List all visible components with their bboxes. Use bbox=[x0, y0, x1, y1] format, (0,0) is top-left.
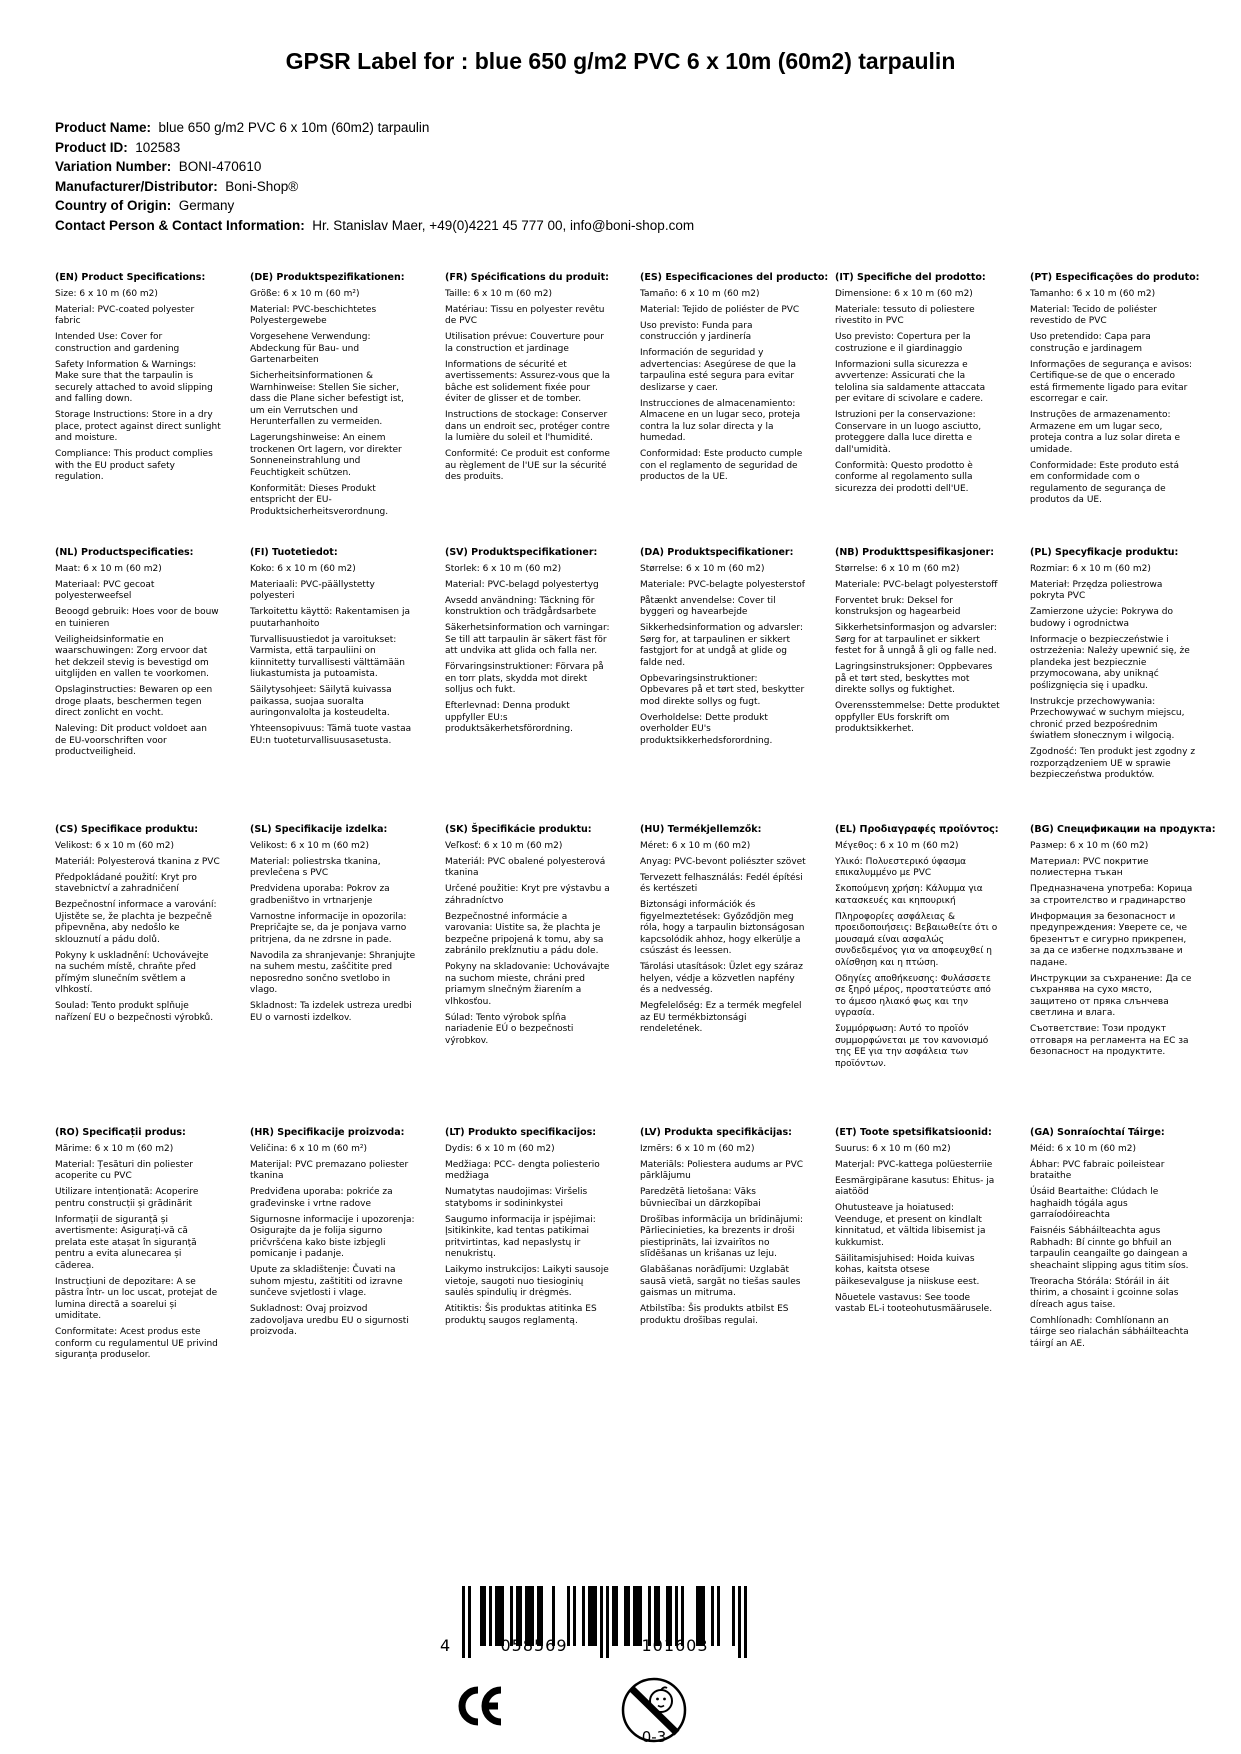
spec-item: Méret: 6 x 10 m (60 m2) bbox=[640, 840, 751, 851]
language-block-lt bbox=[445, 1127, 611, 1362]
spec-item: Atitiktis: Šis produktas atitinka ES produktų saugos reglamentą. bbox=[445, 1304, 597, 1326]
spec-item: Megfelelőség: Ez a termék megfelel az EU termékbiztonsági rendeletének. bbox=[640, 1001, 802, 1034]
spec-item: Veľkosť: 6 x 10 m (60 m2) bbox=[445, 840, 563, 851]
spec-item: Tamaño: 6 x 10 m (60 m2) bbox=[640, 288, 760, 299]
language-block-it bbox=[835, 272, 1001, 547]
age-warning-0-3-icon bbox=[618, 1676, 690, 1754]
spec-item: Material: Țesături din poliester acoperite cu PVC bbox=[55, 1159, 193, 1181]
product-info-label: Variation Number: bbox=[55, 159, 172, 174]
spec-item: Uso previsto: Funda para construcción y jardinería bbox=[640, 320, 753, 342]
language-block-header: (BG) Спецификации на продукта: bbox=[1030, 824, 1216, 835]
ce-mark-icon bbox=[452, 1686, 502, 1730]
barcode-digits-group1: 058569 bbox=[500, 1636, 568, 1655]
language-block-ro bbox=[55, 1127, 221, 1362]
language-block-header: (HR) Specifikacije proizvoda: bbox=[250, 1127, 405, 1138]
barcode bbox=[440, 1586, 747, 1660]
spec-item: Instructions de stockage: Conserver dans un endroit sec, protéger contre la lumière du soleil et l'humidité. bbox=[445, 410, 610, 443]
spec-item: Informações de segurança e avisos: Certifique-se de que o encerado está firmemente ligado para evitar escorregar e cair. bbox=[1030, 359, 1193, 404]
language-block-header: (LV) Produkta specifikācijas: bbox=[640, 1127, 792, 1138]
spec-item: Size: 6 x 10 m (60 m2) bbox=[55, 288, 158, 299]
spec-item: Navodila za shranjevanje: Shranjujte na suhem mestu, zaščitite pred neposredno sončno svetlobo in vlago. bbox=[250, 950, 416, 995]
spec-item: Sikkerhetsinformasjon og advarsler: Sørg for at tarpaulinet er sikkert festet for å unngå å gli og falle ned. bbox=[835, 623, 997, 656]
language-block-ga bbox=[1030, 1127, 1196, 1362]
spec-item: Materiāls: Poliestera audums ar PVC pārklājumu bbox=[640, 1159, 804, 1181]
spec-item: Numatytas naudojimas: Viršelis statyboms ir sodininkystei bbox=[445, 1187, 588, 1209]
spec-item: Πληροφορίες ασφάλειας & προειδοποιήσεις: Βεβαιωθείτε ότι ο μουσαμά είναι ασφαλώς συνδεδεμένος για να αποφευχθεί η ολίσθηση και η πτώση. bbox=[835, 911, 998, 968]
spec-item: Treoracha Stórála: Stóráil in áit thirim, a chosaint i gcoinne solas díreach agus taise. bbox=[1030, 1276, 1179, 1310]
language-block-header: (HU) Termékjellemzők: bbox=[640, 824, 762, 835]
product-info-line bbox=[55, 196, 694, 216]
spec-item: Предназначена употреба: Корица за строителство и градинарство bbox=[1030, 884, 1193, 906]
product-info-label: Product Name: bbox=[55, 120, 152, 135]
product-info-line bbox=[55, 216, 694, 236]
spec-item: Uso previsto: Copertura per la costruzione e il giardinaggio bbox=[835, 332, 971, 354]
product-info-label: Contact Person & Contact Information: bbox=[55, 217, 305, 233]
spec-item: Predviđena uporaba: pokriće za građevinske i vrtne radove bbox=[250, 1187, 393, 1209]
language-block-header: (FR) Spécifications du produit: bbox=[445, 272, 609, 283]
spec-item: Materjal: PVC-kattega polüesterriie bbox=[835, 1159, 993, 1170]
language-block-header: (NL) Productspecificaties: bbox=[55, 547, 194, 558]
language-block-pl bbox=[1030, 547, 1196, 824]
spec-item: Méid: 6 x 10 m (60 m2) bbox=[1030, 1143, 1136, 1154]
spec-item: Informații de siguranță și avertismente: Asigurați-vă că prelata este atașat în siguranță pentru a evita alunecarea și căderea. bbox=[55, 1214, 197, 1271]
spec-item: Predvidena uporaba: Pokrov za gradbeništvo in vrtnarjenje bbox=[250, 884, 390, 906]
language-block-header: (ET) Toote spetsifikatsioonid: bbox=[835, 1127, 992, 1138]
language-block-header: (EL) Προδιαγραφές προϊόντος: bbox=[835, 824, 999, 835]
age-warning-label: 0-3 bbox=[641, 1728, 667, 1746]
spec-item: Pokyny k uskladnění: Uchovávejte na suchém místě, chraňte před přímým slunečním světlem a vlhkostí. bbox=[55, 950, 209, 995]
spec-item: Materiál: PVC obalené polyesterová tkanina bbox=[445, 856, 606, 878]
product-info-label: Country of Origin: bbox=[55, 198, 172, 213]
spec-item: Rozmiar: 6 x 10 m (60 m2) bbox=[1030, 563, 1151, 574]
spec-item: Veiligheidsinformatie en waarschuwingen: Zorg ervoor dat het dekzeil stevig is bevestigd om uitglijden en vallen te voorkomen. bbox=[55, 634, 210, 679]
product-info-value: Boni-Shop® bbox=[217, 178, 299, 194]
spec-item: Instrukcje przechowywania: Przechowywać w suchym miejscu, chronić przed bezpośrednim światłem słonecznym i wilgocią. bbox=[1030, 696, 1185, 741]
spec-item: Medžiaga: PCC- dengta poliesterio medžiaga bbox=[445, 1159, 600, 1181]
spec-item: Súlad: Tento výrobok spĺňa nariadenie EÚ o bezpečnosti výrobkov. bbox=[445, 1012, 574, 1046]
spec-item: Bezpečnostné informácie a varovania: Uistite sa, že plachta je bezpečne pripojená k tomu, aby sa zabránilo prekĺznutiu a pádu dole. bbox=[445, 911, 604, 956]
language-block-header: (PT) Especificações do produto: bbox=[1030, 272, 1200, 283]
spec-item: Информация за безопасност и предупреждения: Уверете се, че брезентът е сигурно прикрепен, за да се избегне подхлъзване и падане. bbox=[1030, 911, 1188, 968]
spec-item: Vorgesehene Verwendung: Abdeckung für Bau- und Gartenarbeiten bbox=[250, 332, 371, 365]
spec-item: Tarkoitettu käyttö: Rakentamisen ja puutarhanhoito bbox=[250, 607, 410, 629]
product-info-value: blue 650 g/m2 PVC 6 x 10m (60m2) tarpaulin bbox=[151, 120, 430, 135]
spec-item: Taille: 6 x 10 m (60 m2) bbox=[445, 288, 552, 299]
spec-item: Materiale: tessuto di poliestere rivestito in PVC bbox=[835, 304, 975, 326]
spec-item: Ohutusteave ja hoiatused: Veenduge, et present on kindlalt kinnitatud, et vältida libisemist ja kukkumist. bbox=[835, 1203, 986, 1248]
language-block-header: (EN) Product Specifications: bbox=[55, 272, 206, 283]
spec-item: Nõuetele vastavus: See toode vastab EL-i tooteohutusmäärusele. bbox=[835, 1292, 993, 1314]
barcode-digit-left: 4 bbox=[440, 1636, 452, 1655]
language-block-nb bbox=[835, 547, 1001, 824]
product-info-value: 102583 bbox=[127, 139, 181, 155]
spec-item: Velikost: 6 x 10 m (60 m2) bbox=[250, 840, 370, 851]
spec-item: Naleving: Dit product voldoet aan de EU-voorschriften voor productveiligheid. bbox=[55, 724, 207, 757]
product-info-line bbox=[55, 138, 694, 158]
spec-item: Materijal: PVC premazano poliester tkanina bbox=[250, 1159, 409, 1181]
spec-item: Säilytysohjeet: Säilytä kuivassa paikassa, suojaa suoralta auringonvalolta ja kosteudelta. bbox=[250, 685, 392, 718]
spec-item: Storlek: 6 x 10 m (60 m2) bbox=[445, 563, 562, 574]
product-info-line bbox=[55, 177, 694, 197]
spec-item: Forventet bruk: Deksel for konstruksjon og hagearbeid bbox=[835, 595, 961, 617]
spec-item: Material: PVC-beschichtetes Polyestergewebe bbox=[250, 304, 377, 326]
spec-item: Υλικό: Πολυεστερικό ύφασμα επικαλυμμένο με PVC bbox=[835, 856, 967, 878]
product-info bbox=[55, 118, 694, 235]
spec-item: Инструкции за съхранение: Да се съхранява на сухо място, защитено от пряка слънчева светлина и влага. bbox=[1030, 973, 1192, 1018]
spec-item: Opbevaringsinstruktioner: Opbevares på et tørt sted, beskytter mod direkte sollys og fugt. bbox=[640, 673, 805, 707]
spec-item: Material: Tejido de poliéster de PVC bbox=[640, 304, 800, 315]
spec-item: Tamanho: 6 x 10 m (60 m2) bbox=[1030, 288, 1156, 299]
spec-item: Påtænkt anvendelse: Cover til byggeri og havearbejde bbox=[640, 595, 776, 617]
spec-item: Materiał: Przędza poliestrowa pokryta PVC bbox=[1030, 579, 1163, 601]
spec-item: Upute za skladištenje: Čuvati na suhom mjestu, zaštititi od izravne sunčeve svjetlosti i vlage. bbox=[250, 1265, 403, 1298]
spec-item: Dydis: 6 x 10 m (60 m2) bbox=[445, 1143, 555, 1154]
language-block-header: (LT) Produkto specifikacijos: bbox=[445, 1127, 597, 1138]
language-block-nl bbox=[55, 547, 221, 824]
spec-item: Instrucciones de almacenamiento: Almacene en un lugar seco, proteja contra la luz solar directa y la humedad. bbox=[640, 398, 801, 443]
spec-item: Matériau: Tissu en polyester revêtu de PVC bbox=[445, 304, 605, 326]
product-info-value: BONI-470610 bbox=[171, 159, 262, 174]
language-block-fi bbox=[250, 547, 416, 824]
spec-item: Størrelse: 6 x 10 m (60 m2) bbox=[640, 563, 765, 574]
page-title: GPSR Label for : blue 650 g/m2 PVC 6 x 10m (60m2) tarpaulin bbox=[285, 48, 956, 74]
spec-item: Säkerhetsinformation och varningar: Se till att tarpaulin är säkert fäst för att undvika att glida och falla ner. bbox=[445, 623, 610, 656]
spec-item: Uso pretendido: Capa para construção e jardinagem bbox=[1030, 332, 1151, 354]
spec-item: Instrucțiuni de depozitare: A se păstra într- un loc uscat, protejat de lumina directă a soarelui și umiditate. bbox=[55, 1276, 218, 1321]
product-info-value: Germany bbox=[171, 198, 235, 213]
spec-item: Οδηγίες αποθήκευσης: Φυλάσσετε σε ξηρό μέρος, προστατεύστε από το άμεσο ηλιακό φως και την υγρασία. bbox=[835, 973, 991, 1018]
spec-item: Safety Information & Warnings: Make sure that the tarpaulin is securely attached to avoid slipping and falling down. bbox=[55, 359, 213, 404]
spec-item: Paredzētā lietošana: Vāks būvniecībai un dārzkopībai bbox=[640, 1187, 761, 1209]
spec-item: Compliance: This product complies with the EU product safety regulation. bbox=[55, 449, 213, 482]
language-block-header: (DA) Produktspecifikationer: bbox=[640, 547, 794, 558]
language-block-header: (CS) Specifikace produktu: bbox=[55, 824, 199, 835]
spec-item: Glabāšanas norādījumi: Uzglabāt sausā vietā, sargāt no tiešas saules gaismas un mitruma. bbox=[640, 1265, 801, 1298]
spec-item: Material: Tecido de poliéster revestido de PVC bbox=[1030, 304, 1157, 326]
spec-item: Conformité: Ce produit est conforme au règlement de l'UE sur la sécurité des produits. bbox=[445, 449, 610, 482]
spec-item: Předpokládané použití: Kryt pro stavebnictví a zahradničení bbox=[55, 872, 197, 894]
spec-item: Σκοπούμενη χρήση: Κάλυμμα για κατασκευές και κηπουρική bbox=[835, 884, 983, 906]
spec-item: Maat: 6 x 10 m (60 m2) bbox=[55, 563, 162, 574]
spec-item: Materiál: Polyesterová tkanina z PVC bbox=[55, 856, 220, 867]
spec-item: Určené použitie: Kryt pre výstavbu a záhradníctvo bbox=[445, 884, 610, 906]
language-block-bg bbox=[1030, 824, 1216, 1127]
language-block-header: (ES) Especificaciones del producto: bbox=[640, 272, 829, 283]
language-block-header: (SL) Specifikacije izdelka: bbox=[250, 824, 388, 835]
spec-item: Konformität: Dieses Produkt entspricht der EU-Produktsicherheitsverordnung. bbox=[250, 483, 389, 517]
spec-item: Mărime: 6 x 10 m (60 m2) bbox=[55, 1143, 174, 1154]
language-block-en bbox=[55, 272, 221, 547]
spec-item: Istruzioni per la conservazione: Conservare in un luogo asciutto, proteggere dalla luce diretta e dall'umidità. bbox=[835, 410, 982, 455]
spec-item: Utilisation prévue: Couverture pour la construction et jardinage bbox=[445, 332, 604, 354]
spec-item: Informations de sécurité et avertissements: Assurez-vous que la bâche est solidement fixée pour éviter de glisser et de tomber. bbox=[445, 359, 611, 404]
spec-item: Размер: 6 x 10 m (60 m2) bbox=[1030, 840, 1149, 851]
spec-item: Efterlevnad: Denna produkt uppfyller EU:s produktsäkerhetsförordning. bbox=[445, 701, 573, 734]
language-block-header: (IT) Specifiche del prodotto: bbox=[835, 272, 986, 283]
barcode-module bbox=[744, 1586, 747, 1658]
spec-item: Opslaginstructies: Bewaren op een droge plaats, beschermen tegen direct zonlicht en vocht. bbox=[55, 685, 213, 718]
product-info-label: Manufacturer/Distributor: bbox=[55, 178, 218, 194]
language-block-sl bbox=[250, 824, 416, 1127]
spec-item: Información de seguridad y advertencias: Asegúrese de que la tarpaulina esté segura para evitar deslizarse y caer. bbox=[640, 348, 796, 393]
spec-item: Størrelse: 6 x 10 m (60 m2) bbox=[835, 563, 960, 574]
language-block-header: (NB) Produkttspesifikasjoner: bbox=[835, 547, 995, 558]
product-info-label: Product ID: bbox=[55, 139, 128, 155]
product-info-value: Hr. Stanislav Maer, +49(0)4221 45 777 00, info@boni-shop.com bbox=[304, 217, 695, 233]
spec-item: Bezpečnostní informace a varování: Ujistěte se, že plachta je bezpečně připevněna, aby nedošlo ke sklouznutí a pádu dolů. bbox=[55, 900, 217, 945]
language-block-es bbox=[640, 272, 829, 547]
spec-item: Lagringsinstruksjoner: Oppbevares på et tørt sted, beskyttes mot direkte sollys og fuktighet. bbox=[835, 662, 993, 695]
spec-item: Atbilstība: Šis produkts atbilst ES produktu drošības regulai. bbox=[640, 1304, 789, 1326]
language-block-header: (SK) Špecifikácie produktu: bbox=[445, 824, 592, 835]
spec-item: Conformità: Questo prodotto è conforme al regolamento sulla sicurezza dei prodotti dell'UE. bbox=[835, 460, 973, 494]
spec-item: Lagerungshinweise: An einem trockenen Ort lagern, vor direkter Sonneneinstrahlung und Feuchtigkeit schützen. bbox=[250, 433, 402, 478]
spec-item: Overensstemmelse: Dette produktet oppfyller EUs forskrift om produktsikkerhet. bbox=[835, 701, 1000, 734]
language-block-header: (DE) Produktspezifikationen: bbox=[250, 272, 405, 283]
language-block-header: (FI) Tuotetiedot: bbox=[250, 547, 338, 558]
spec-item: Μέγεθος: 6 x 10 m (60 m2) bbox=[835, 840, 959, 851]
spec-item: Conformitate: Acest produs este conform cu regulamentul UE privind siguranța produselor. bbox=[55, 1327, 218, 1360]
spec-item: Conformidad: Este producto cumple con el reglamento de seguridad de productos de la UE. bbox=[640, 449, 803, 482]
spec-item: Συμμόρφωση: Αυτό το προϊόν συμμορφώνεται με τον κανονισμό της ΕΕ για την ασφάλεια των προϊόντων. bbox=[835, 1024, 989, 1069]
language-block-de bbox=[250, 272, 416, 547]
spec-item: Velikost: 6 x 10 m (60 m2) bbox=[55, 840, 175, 851]
spec-item: Materiale: PVC-belagt polyesterstoff bbox=[835, 579, 998, 590]
product-info-line bbox=[55, 118, 694, 138]
spec-item: Laikymo instrukcijos: Laikyti sausoje vietoje, saugoti nuo tiesioginių saulės spindulių ir drėgmės. bbox=[445, 1265, 609, 1298]
spec-item: Zgodność: Ten produkt jest zgodny z rozporządzeniem UE w sprawie bezpieczeństwa produktów. bbox=[1030, 747, 1196, 780]
spec-item: Koko: 6 x 10 m (60 m2) bbox=[250, 563, 356, 574]
spec-item: Säilitamisjuhised: Hoida kuivas kohas, kaitsta otsese päikesevalguse ja niiskuse eest. bbox=[835, 1253, 980, 1287]
language-block-hu bbox=[640, 824, 806, 1127]
language-block-fr bbox=[445, 272, 611, 547]
spec-item: Saugumo informacija ir įspėjimai: Įsitikinkite, kad tentas patikimai pritvirtintas, kad nepaslystų ir nenukristų. bbox=[445, 1214, 596, 1259]
spec-item: Съответствие: Този продукт отговаря на регламента на ЕС за безопасност на продуктите. bbox=[1030, 1024, 1189, 1057]
language-block-pt bbox=[1030, 272, 1200, 547]
language-block-hr bbox=[250, 1127, 416, 1362]
spec-item: Overholdelse: Dette produkt overholder EU's produktsikkerhedsforordning. bbox=[640, 712, 773, 746]
product-info-line bbox=[55, 157, 694, 177]
spec-item: Comhlíonadh: Comhlíonann an táirge seo rialachán sábháilteachta táirgí an AE. bbox=[1030, 1315, 1189, 1349]
spec-item: Utilizare intenționată: Acoperire pentru construcții și grădinărit bbox=[55, 1187, 199, 1209]
spec-item: Storage Instructions: Store in a dry place, protect against direct sunlight and moisture. bbox=[55, 410, 221, 443]
spec-item: Eesmärgipärane kasutus: Ehitus- ja aiatööd bbox=[835, 1175, 995, 1197]
spec-item: Faisnéis Sábháilteachta agus Rabhadh: Bí cinnte go bhfuil an tarpaulin ceangailte go daingean a sheachaint slipping agus titim síos. bbox=[1030, 1226, 1189, 1271]
spec-item: Instruções de armazenamento: Armazene em um lugar seco, proteja contra a luz solar direta e umidade. bbox=[1030, 410, 1181, 455]
spec-item: Úsáid Beartaithe: Clúdach le haghaidh tógála agus garraíodóireachta bbox=[1030, 1187, 1159, 1220]
spec-item: Sigurnosne informacije i upozorenja: Osigurajte da je folija sigurno pričvršćena kako biste izbjegli pomicanje i padanje. bbox=[250, 1214, 415, 1259]
spec-item: Materiaali: PVC-päällystetty polyesteri bbox=[250, 579, 375, 601]
spec-item: Material: PVC-coated polyester fabric bbox=[55, 304, 195, 326]
spec-item: Material: poliestrska tkanina, prevlečena s PVC bbox=[250, 856, 381, 878]
spec-item: Izmērs: 6 x 10 m (60 m2) bbox=[640, 1143, 755, 1154]
spec-item: Sikkerhedsinformation og advarsler: Sørg for, at tarpaulinen er sikkert fastgjort for at undgå at glide og falde ned. bbox=[640, 623, 803, 668]
spec-item: Skladnost: Ta izdelek ustreza uredbi EU o varnosti izdelkov. bbox=[250, 1001, 412, 1023]
spec-item: Zamierzone użycie: Pokrywa do budowy i ogrodnictwa bbox=[1030, 607, 1173, 629]
spec-item: Dimensione: 6 x 10 m (60 m2) bbox=[835, 288, 973, 299]
language-block-header: (GA) Sonraíochtaí Táirge: bbox=[1030, 1127, 1165, 1138]
language-block-lv bbox=[640, 1127, 806, 1362]
spec-item: Avsedd användning: Täckning för konstruktion och trädgårdsarbete bbox=[445, 595, 597, 617]
language-block-header: (RO) Specificații produs: bbox=[55, 1127, 186, 1138]
spec-item: Material: PVC-belagd polyestertyg bbox=[445, 579, 599, 590]
spec-item: Förvaringsinstruktioner: Förvara på en torr plats, skydda mot direkt solljus och fukt. bbox=[445, 662, 604, 695]
language-block-header: (SV) Produktspecifikationer: bbox=[445, 547, 598, 558]
spec-item: Ábhar: PVC fabraic poileistear brataithe bbox=[1030, 1159, 1165, 1181]
spec-item: Materiaal: PVC gecoat polyesterweefsel bbox=[55, 579, 155, 601]
spec-item: Tárolási utasítások: Üzlet egy száraz helyen, védje a közvetlen napfény és a nedvesség. bbox=[640, 962, 803, 995]
spec-item: Biztonsági információk és figyelmeztetések: Győződjön meg róla, hogy a tarpaulin biztonságosan kapcsolódik ahhoz, hogy elkerülje a csúszást és leessen. bbox=[640, 900, 805, 956]
spec-item: Veličina: 6 x 10 m (60 m²) bbox=[250, 1143, 367, 1154]
spec-item: Sukladnost: Ovaj proizvod zadovoljava uredbu EU o sigurnosti proizvoda. bbox=[250, 1304, 409, 1337]
spec-item: Conformidade: Este produto está em conformidade com o regulamento de segurança de produtos da UE. bbox=[1030, 460, 1179, 505]
spec-item: Informacje o bezpieczeństwie i ostrzeżenia: Należy upewnić się, że plandeka jest bezpiecznie przymocowana, aby uniknąć poślizgnięcia się i upadku. bbox=[1030, 634, 1190, 691]
language-block-header: (PL) Specyfikacje produktu: bbox=[1030, 547, 1179, 558]
language-specifications-grid bbox=[55, 272, 1225, 1362]
language-block-el bbox=[835, 824, 1001, 1127]
spec-item: Yhteensopivuus: Tämä tuote vastaa EU:n tuoteturvallisuusasetusta. bbox=[250, 724, 412, 746]
spec-item: Tervezett felhasználás: Fedél építési és kertészeti bbox=[640, 872, 803, 894]
spec-item: Turvallisuustiedot ja varoitukset: Varmista, että tarpauliini on kiinnitetty turvallisesti välttämään liukastumista ja putoamista. bbox=[250, 634, 405, 679]
spec-item: Anyag: PVC-bevont poliészter szövet bbox=[640, 856, 806, 867]
spec-item: Varnostne informacije in opozorila: Prepričajte se, da je ponjava varno pritrjena, da ne zdrsne in pade. bbox=[250, 911, 407, 945]
language-block-et bbox=[835, 1127, 1001, 1362]
spec-item: Informazioni sulla sicurezza e avvertenze: Assicurati che la telolina sia saldamente attaccata per evitare di scivolare e cadere. bbox=[835, 359, 986, 404]
language-block-sv bbox=[445, 547, 611, 824]
spec-item: Sicherheitsinformationen & Warnhinweise: Stellen Sie sicher, dass die Plane sicher befestigt ist, um ein Verrutschen und Herunterfallen zu vermeiden. bbox=[250, 371, 404, 427]
spec-item: Suurus: 6 x 10 m (60 m2) bbox=[835, 1143, 951, 1154]
spec-item: Größe: 6 x 10 m (60 m²) bbox=[250, 288, 360, 299]
spec-item: Beoogd gebruik: Hoes voor de bouw en tuinieren bbox=[55, 607, 219, 629]
spec-item: Soulad: Tento produkt splňuje nařízení EU o bezpečnosti výrobků. bbox=[55, 1001, 214, 1023]
language-block-sk bbox=[445, 824, 611, 1127]
spec-item: Материал: PVC покритие полиестерна тъкан bbox=[1030, 856, 1149, 878]
spec-item: Pokyny na skladovanie: Uchovávajte na suchom mieste, chráni pred priamym slnečným žiarením a vlhkosťou. bbox=[445, 962, 610, 1007]
spec-item: Materiale: PVC-belagte polyesterstof bbox=[640, 579, 805, 590]
spec-item: Intended Use: Cover for construction and gardening bbox=[55, 332, 180, 354]
spec-item: Drošības informācija un brīdinājumi: Pārliecinieties, ka brezents ir droši piestiprināts, lai izvairītos no slīdēšanas un krišanas uz leju. bbox=[640, 1214, 804, 1259]
language-block-da bbox=[640, 547, 806, 824]
language-block-cs bbox=[55, 824, 221, 1127]
barcode-digits-group2: 101603 bbox=[641, 1636, 709, 1655]
